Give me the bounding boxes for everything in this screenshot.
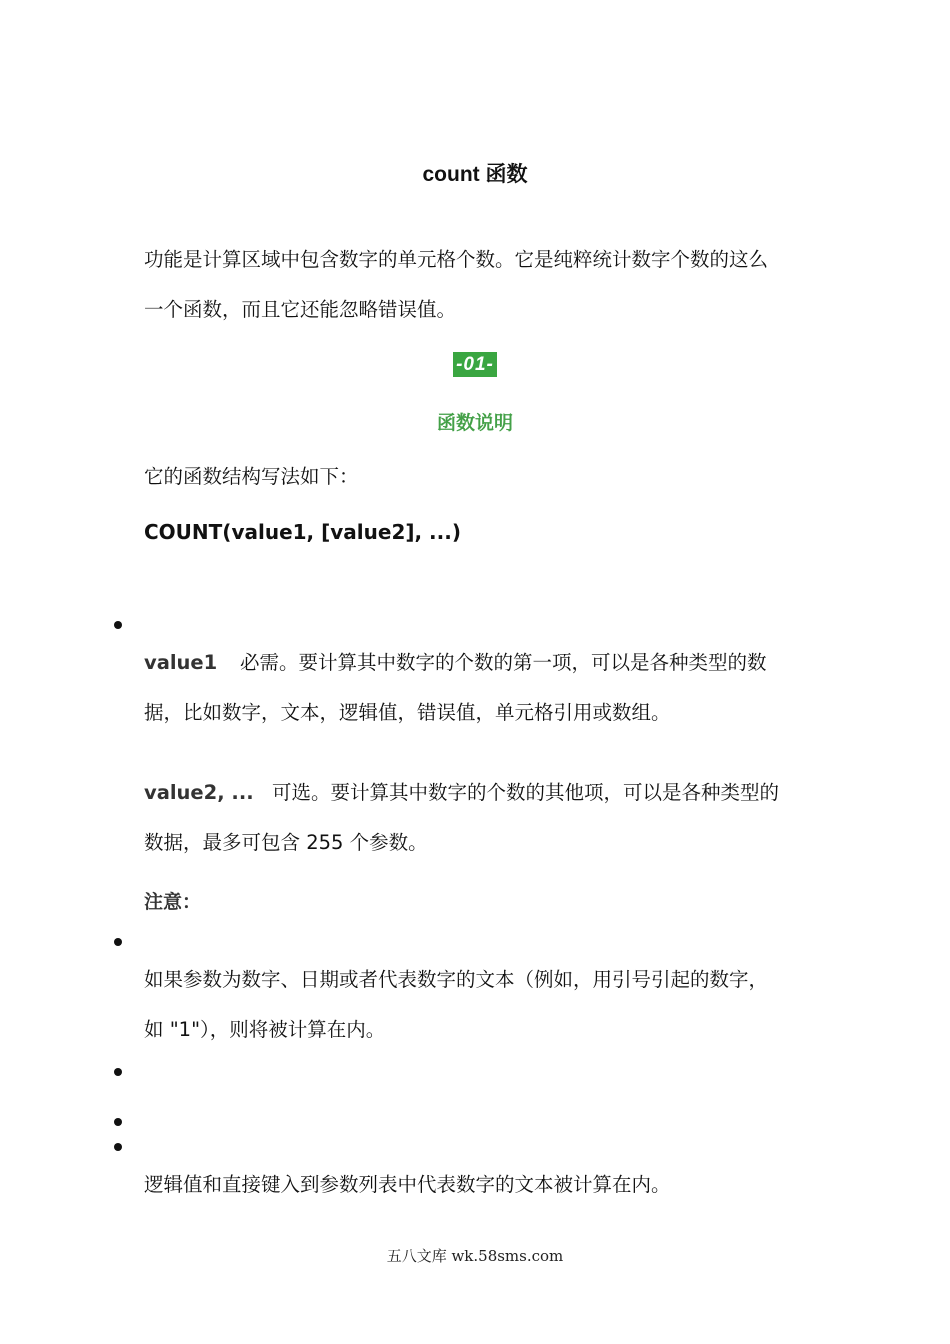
note1-line-2: 如 "1"），则将被计算在内。 bbox=[144, 1018, 386, 1041]
bullet-marker bbox=[114, 621, 122, 629]
param2-desc-line-2: 数据，最多可包含 255 个参数。 bbox=[144, 831, 428, 854]
document-title: count 函数 bbox=[422, 163, 528, 186]
intro-line-1: 功能是计算区域中包含数字的单元格个数。它是纯粹统计数字个数的这么 bbox=[144, 248, 769, 271]
bullet-marker bbox=[114, 1118, 122, 1126]
param2-term: value2, ... bbox=[144, 781, 254, 804]
intro-line-2: 一个函数，而且它还能忽略错误值。 bbox=[144, 298, 457, 321]
note1-line-1: 如果参数为数字、日期或者代表数字的文本（例如，用引号引起的数字， bbox=[144, 968, 769, 991]
section-heading: 函数说明 bbox=[436, 412, 513, 434]
param1-desc-line-1: 必需。要计算其中数字的个数的第一项，可以是各种类型的数 bbox=[240, 651, 767, 674]
param2-line-1 bbox=[144, 780, 779, 806]
param1-term: value1 bbox=[144, 651, 218, 674]
section-number-row bbox=[0, 352, 950, 377]
param1-desc-line-2: 据，比如数字，文本，逻辑值，错误值，单元格引用或数组。 bbox=[144, 701, 671, 724]
bullet-marker bbox=[114, 1068, 122, 1076]
syntax-formula: COUNT(value1, [value2], ...) bbox=[144, 520, 461, 544]
footer-watermark: 五八文库 wk.58sms.com bbox=[386, 1247, 564, 1265]
note-label: 注意： bbox=[144, 891, 202, 913]
structure-intro: 它的函数结构写法如下： bbox=[144, 465, 359, 488]
param2-desc-line-1: 可选。要计算其中数字的个数的其他项，可以是各种类型的 bbox=[272, 781, 780, 804]
param1-line-1 bbox=[144, 650, 767, 676]
note2-line: 逻辑值和直接键入到参数列表中代表数字的文本被计算在内。 bbox=[144, 1173, 671, 1196]
bullet-marker bbox=[114, 938, 122, 946]
bullet-marker bbox=[114, 1143, 122, 1151]
section-number-badge: -01- bbox=[453, 352, 497, 377]
